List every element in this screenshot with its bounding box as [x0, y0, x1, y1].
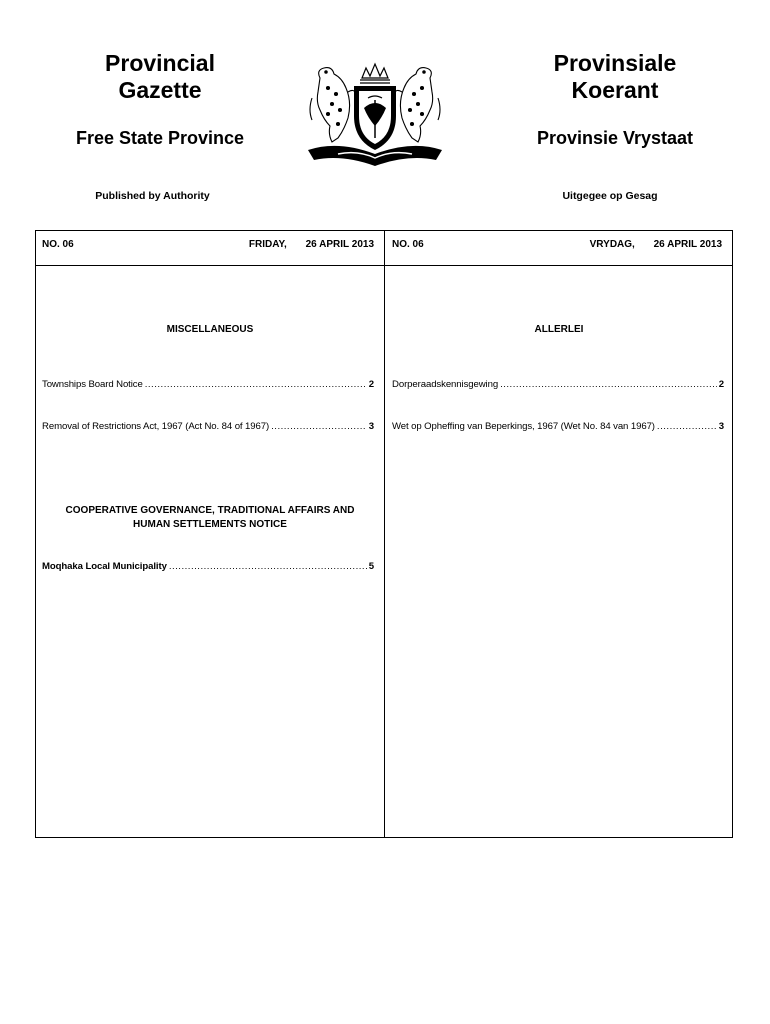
- toc-entry-label: Dorperaadskennisgewing: [392, 379, 499, 390]
- section-title-line2: HUMAN SETTLEMENTS NOTICE: [133, 519, 287, 530]
- left-issue-number: NO. 06: [42, 239, 74, 250]
- right-section-allerlei: ALLERLEI: [534, 324, 584, 335]
- left-issue-header: [42, 239, 374, 250]
- toc-entry-page: 2: [718, 379, 724, 390]
- header-divider: [36, 265, 732, 266]
- toc-entry-label: Wet op Opheffing van Beperkings, 1967 (Wet No. 84 van 1967): [392, 421, 655, 432]
- right-title-line1: Provinsiale: [553, 50, 677, 76]
- right-title: [515, 50, 715, 104]
- coat-of-arms-icon: [298, 58, 452, 174]
- toc-entry[interactable]: [42, 561, 374, 572]
- toc-entry[interactable]: [392, 379, 724, 390]
- toc-entry-label: Moqhaka Local Municipality: [42, 561, 167, 572]
- left-issue-date: 26 APRIL 2013: [305, 239, 374, 250]
- toc-entry-label: Removal of Restrictions Act, 1967 (Act No. 84 of 1967): [42, 421, 270, 432]
- left-subtitle: Free State Province: [75, 128, 245, 148]
- right-issue-day: VRYDAG,: [589, 239, 635, 250]
- contents-frame: [35, 230, 733, 838]
- left-authority: Published by Authority: [95, 190, 210, 202]
- leader-dots: [271, 421, 367, 432]
- right-title-line2: Koerant: [571, 77, 659, 103]
- right-subtitle: Provinsie Vrystaat: [536, 128, 694, 148]
- left-title-line1: Provincial: [105, 50, 215, 76]
- leader-dots: [657, 421, 717, 432]
- right-issue-date: 26 APRIL 2013: [653, 239, 722, 250]
- leader-dots: [500, 379, 717, 390]
- toc-entry-page: 3: [718, 421, 724, 432]
- left-section-miscellaneous: MISCELLANEOUS: [166, 324, 254, 335]
- right-issue-number: NO. 06: [392, 239, 424, 250]
- toc-entry-page: 5: [368, 561, 374, 572]
- toc-entry-page: 3: [368, 421, 374, 432]
- column-divider: [384, 231, 385, 837]
- left-title-line2: Gazette: [118, 77, 202, 103]
- leader-dots: [145, 379, 367, 390]
- toc-entry[interactable]: [392, 421, 724, 432]
- leader-dots: [169, 561, 367, 572]
- toc-entry[interactable]: [42, 379, 374, 390]
- left-issue-day: FRIDAY,: [248, 239, 287, 250]
- toc-entry-label: Townships Board Notice: [42, 379, 143, 390]
- toc-entry[interactable]: [42, 421, 374, 432]
- left-section-cogta: [36, 504, 384, 532]
- left-title: [60, 50, 260, 104]
- right-issue-header: [392, 239, 722, 250]
- toc-entry-page: 2: [368, 379, 374, 390]
- right-authority: Uitgegee op Gesag: [562, 190, 658, 202]
- section-title-line1: COOPERATIVE GOVERNANCE, TRADITIONAL AFFAIRS AND: [65, 505, 355, 516]
